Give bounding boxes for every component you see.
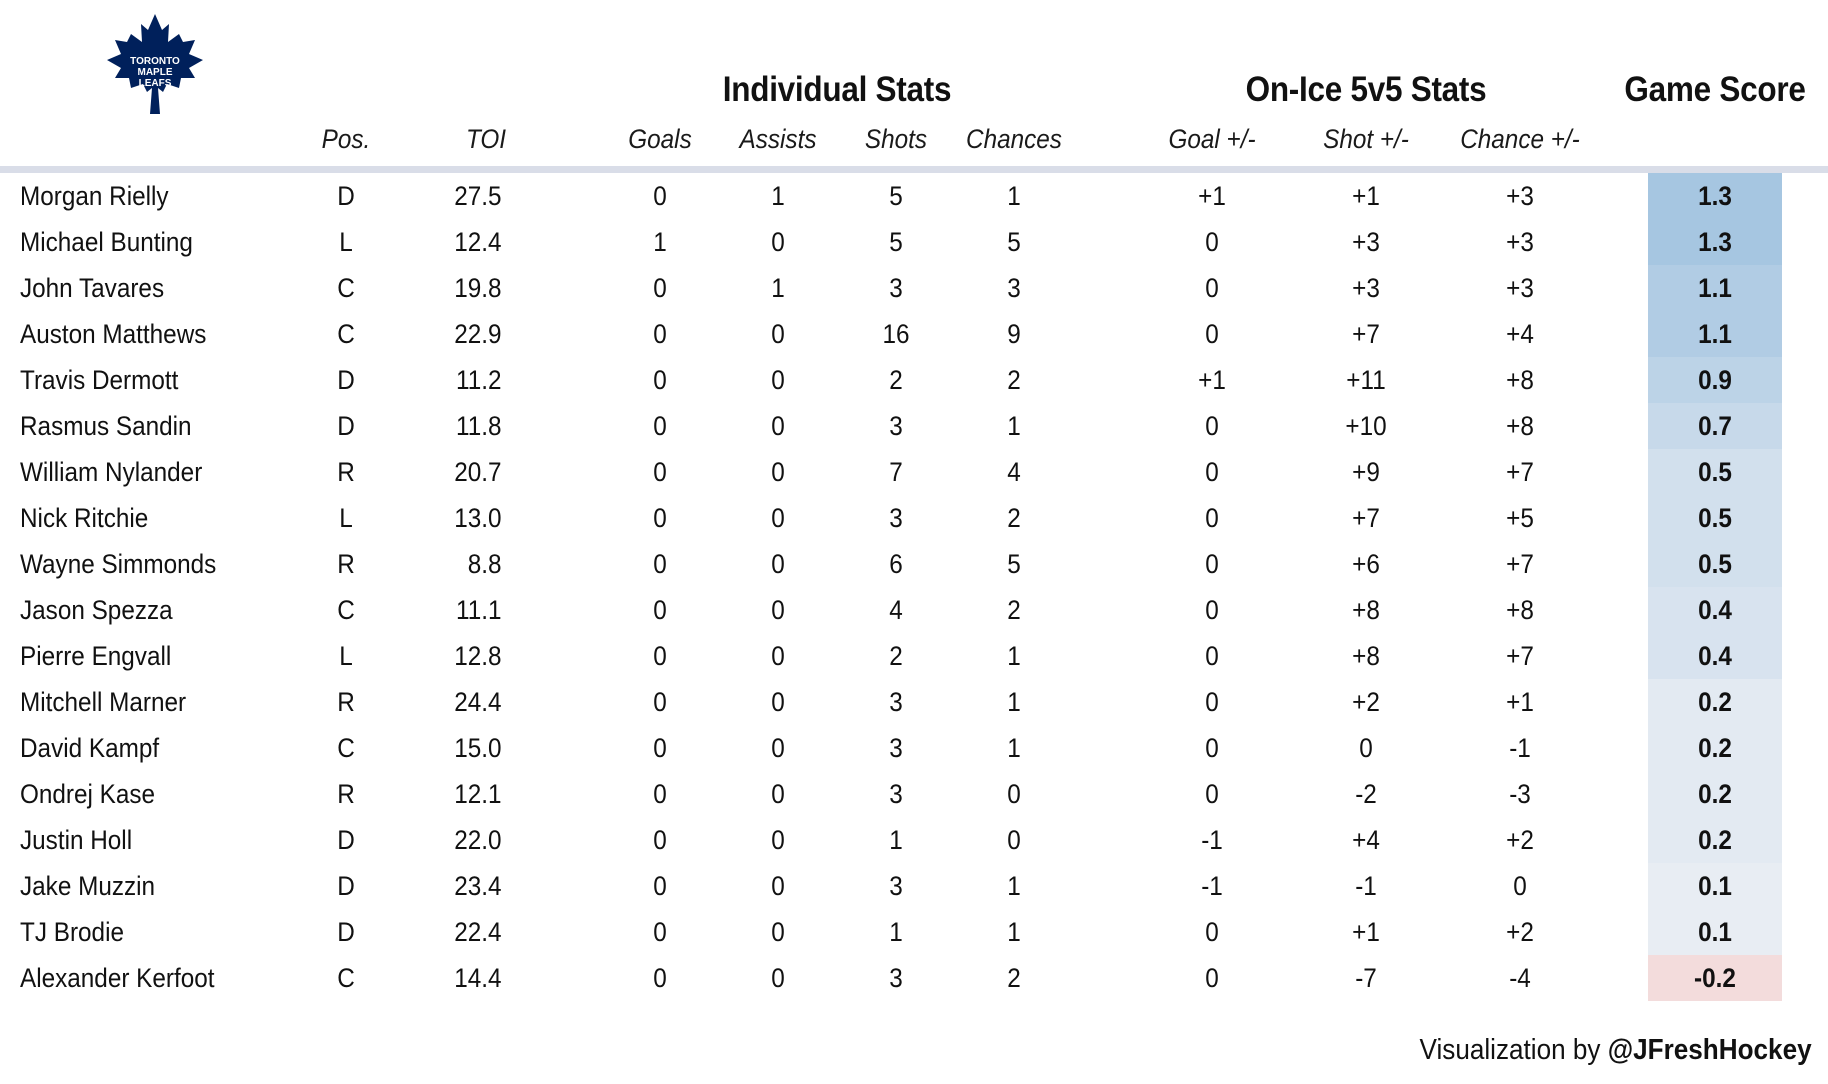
cell-game-score: 1.3 xyxy=(1698,181,1732,211)
cell-game-score: 1.1 xyxy=(1698,319,1732,349)
cell-shots: 2 xyxy=(889,365,903,395)
cell-goal-pm: 0 xyxy=(1205,917,1219,947)
cell-shot-pm: 0 xyxy=(1359,733,1373,763)
column-header-assists: Assists xyxy=(739,124,817,154)
cell-chance-pm: +2 xyxy=(1506,917,1534,947)
cell-goals: 0 xyxy=(653,871,667,901)
cell-name: Ondrej Kase xyxy=(20,779,156,809)
cell-pos: L xyxy=(339,503,353,533)
cell-game-score: 0.4 xyxy=(1698,595,1732,625)
cell-chances: 0 xyxy=(1007,825,1021,855)
cell-goals: 0 xyxy=(653,503,667,533)
cell-pos: D xyxy=(337,181,355,211)
cell-chance-pm: +5 xyxy=(1506,503,1534,533)
cell-goal-pm: 0 xyxy=(1205,779,1219,809)
onice-stats-title: On-Ice 5v5 Stats xyxy=(1245,70,1487,109)
cell-shots: 3 xyxy=(889,273,903,303)
cell-chance-pm: -1 xyxy=(1509,733,1531,763)
cell-name: Alexander Kerfoot xyxy=(20,963,215,993)
cell-shot-pm: +8 xyxy=(1352,595,1380,625)
table-row xyxy=(0,495,1828,541)
cell-chances: 1 xyxy=(1007,733,1021,763)
cell-goals: 0 xyxy=(653,687,667,717)
table-row xyxy=(0,679,1828,725)
table-row xyxy=(0,817,1828,863)
cell-name: TJ Brodie xyxy=(20,917,124,947)
cell-shot-pm: +6 xyxy=(1352,549,1380,579)
cell-goals: 0 xyxy=(653,825,667,855)
cell-name: Mitchell Marner xyxy=(20,687,187,717)
cell-chances: 2 xyxy=(1007,503,1021,533)
cell-goal-pm: 0 xyxy=(1205,549,1219,579)
cell-game-score: 0.2 xyxy=(1698,825,1732,855)
cell-chances: 3 xyxy=(1007,273,1021,303)
cell-shots: 5 xyxy=(889,227,903,257)
column-header-goals: Goals xyxy=(628,124,692,154)
cell-shot-pm: +7 xyxy=(1352,319,1380,349)
cell-chance-pm: +7 xyxy=(1506,641,1534,671)
cell-chance-pm: +8 xyxy=(1506,595,1534,625)
cell-chances: 1 xyxy=(1007,411,1021,441)
cell-name: Morgan Rielly xyxy=(20,181,169,211)
cell-goal-pm: 0 xyxy=(1205,273,1219,303)
cell-pos: C xyxy=(337,273,355,303)
cell-goals: 0 xyxy=(653,963,667,993)
cell-pos: D xyxy=(337,917,355,947)
cell-game-score: -0.2 xyxy=(1694,963,1736,993)
cell-goals: 0 xyxy=(653,457,667,487)
cell-chances: 5 xyxy=(1007,227,1021,257)
cell-goals: 0 xyxy=(653,273,667,303)
cell-goals: 0 xyxy=(653,319,667,349)
table-row xyxy=(0,863,1828,909)
table-row xyxy=(0,771,1828,817)
cell-pos: R xyxy=(337,457,355,487)
table-row xyxy=(0,403,1828,449)
cell-game-score: 1.1 xyxy=(1698,273,1732,303)
cell-toi: 12.1 xyxy=(454,779,502,809)
cell-goals: 0 xyxy=(653,181,667,211)
cell-goal-pm: 0 xyxy=(1205,595,1219,625)
cell-shots: 6 xyxy=(889,549,903,579)
cell-game-score: 0.2 xyxy=(1698,779,1732,809)
cell-goal-pm: 0 xyxy=(1205,503,1219,533)
cell-goal-pm: 0 xyxy=(1205,411,1219,441)
cell-shots: 3 xyxy=(889,733,903,763)
cell-chances: 1 xyxy=(1007,641,1021,671)
cell-shots: 2 xyxy=(889,641,903,671)
cell-name: Justin Holl xyxy=(20,825,133,855)
column-header-shots: Shots xyxy=(864,124,928,154)
logo-text-line-3: LEAFS xyxy=(138,78,172,89)
cell-shots: 3 xyxy=(889,963,903,993)
cell-toi: 20.7 xyxy=(454,457,502,487)
table-row xyxy=(0,449,1828,495)
cell-goals: 0 xyxy=(653,641,667,671)
cell-game-score: 1.3 xyxy=(1698,227,1732,257)
cell-chance-pm: +7 xyxy=(1506,549,1534,579)
cell-shots: 4 xyxy=(889,595,903,625)
cell-name: William Nylander xyxy=(20,457,203,487)
cell-toi: 12.4 xyxy=(454,227,502,257)
cell-chance-pm: +3 xyxy=(1506,227,1534,257)
credit-handle: @JFreshHockey xyxy=(1608,1034,1812,1066)
cell-assists: 0 xyxy=(771,641,785,671)
cell-shots: 3 xyxy=(889,779,903,809)
cell-game-score: 0.7 xyxy=(1698,411,1732,441)
cell-game-score: 0.4 xyxy=(1698,641,1732,671)
cell-shots: 7 xyxy=(889,457,903,487)
cell-assists: 0 xyxy=(771,503,785,533)
cell-goal-pm: 0 xyxy=(1205,227,1219,257)
cell-toi: 11.1 xyxy=(456,595,502,625)
game-score-title: Game Score xyxy=(1624,70,1806,109)
cell-toi: 22.0 xyxy=(454,825,502,855)
cell-shot-pm: -7 xyxy=(1355,963,1377,993)
cell-chances: 2 xyxy=(1007,365,1021,395)
cell-shot-pm: +9 xyxy=(1352,457,1380,487)
cell-assists: 0 xyxy=(771,457,785,487)
table-row xyxy=(0,219,1828,265)
cell-name: Wayne Simmonds xyxy=(20,549,217,579)
cell-assists: 0 xyxy=(771,687,785,717)
cell-assists: 0 xyxy=(771,825,785,855)
cell-assists: 0 xyxy=(771,227,785,257)
cell-name: David Kampf xyxy=(20,733,160,763)
cell-chances: 9 xyxy=(1007,319,1021,349)
cell-toi: 11.2 xyxy=(456,365,502,395)
cell-pos: L xyxy=(339,227,353,257)
cell-name: Jake Muzzin xyxy=(20,871,156,901)
table-row xyxy=(0,633,1828,679)
cell-toi: 22.4 xyxy=(454,917,502,947)
cell-shot-pm: +8 xyxy=(1352,641,1380,671)
cell-name: Travis Dermott xyxy=(20,365,179,395)
cell-game-score: 0.2 xyxy=(1698,733,1732,763)
cell-shot-pm: +7 xyxy=(1352,503,1380,533)
cell-chances: 5 xyxy=(1007,549,1021,579)
cell-pos: C xyxy=(337,733,355,763)
cell-toi: 14.4 xyxy=(454,963,502,993)
cell-shot-pm: +1 xyxy=(1352,917,1380,947)
cell-chance-pm: +3 xyxy=(1506,273,1534,303)
cell-shot-pm: +3 xyxy=(1352,273,1380,303)
cell-name: Auston Matthews xyxy=(20,319,207,349)
table-row xyxy=(0,909,1828,955)
cell-goals: 0 xyxy=(653,549,667,579)
cell-assists: 0 xyxy=(771,365,785,395)
cell-goal-pm: -1 xyxy=(1201,825,1223,855)
cell-game-score: 0.1 xyxy=(1698,917,1732,947)
cell-chance-pm: +8 xyxy=(1506,411,1534,441)
cell-chances: 2 xyxy=(1007,595,1021,625)
table-row xyxy=(0,173,1828,219)
table-row xyxy=(0,311,1828,357)
cell-shot-pm: +1 xyxy=(1352,181,1380,211)
cell-game-score: 0.5 xyxy=(1698,549,1732,579)
header-divider xyxy=(0,166,1828,173)
cell-assists: 0 xyxy=(771,411,785,441)
cell-shot-pm: -2 xyxy=(1355,779,1377,809)
cell-game-score: 0.1 xyxy=(1698,871,1732,901)
cell-shot-pm: +4 xyxy=(1352,825,1380,855)
cell-pos: C xyxy=(337,319,355,349)
cell-name: Michael Bunting xyxy=(20,227,193,257)
cell-goal-pm: +1 xyxy=(1198,181,1226,211)
cell-shot-pm: +2 xyxy=(1352,687,1380,717)
cell-toi: 8.8 xyxy=(468,549,502,579)
cell-assists: 1 xyxy=(771,181,785,211)
cell-chance-pm: 0 xyxy=(1513,871,1527,901)
cell-assists: 0 xyxy=(771,917,785,947)
cell-toi: 15.0 xyxy=(454,733,502,763)
cell-goal-pm: 0 xyxy=(1205,687,1219,717)
cell-chances: 1 xyxy=(1007,917,1021,947)
cell-chance-pm: -3 xyxy=(1509,779,1531,809)
column-header-chance-pm: Chance +/- xyxy=(1460,124,1580,154)
cell-pos: C xyxy=(337,963,355,993)
table-row xyxy=(0,265,1828,311)
cell-name: Jason Spezza xyxy=(20,595,173,625)
cell-chance-pm: -4 xyxy=(1509,963,1531,993)
cell-goal-pm: 0 xyxy=(1205,963,1219,993)
cell-shots: 3 xyxy=(889,503,903,533)
cell-assists: 0 xyxy=(771,779,785,809)
cell-chances: 0 xyxy=(1007,779,1021,809)
cell-game-score: 0.5 xyxy=(1698,457,1732,487)
cell-pos: R xyxy=(337,549,355,579)
cell-shots: 3 xyxy=(889,411,903,441)
cell-assists: 0 xyxy=(771,733,785,763)
cell-shot-pm: -1 xyxy=(1355,871,1377,901)
cell-shot-pm: +3 xyxy=(1352,227,1380,257)
cell-toi: 23.4 xyxy=(454,871,502,901)
cell-pos: D xyxy=(337,871,355,901)
logo-text-line-2: MAPLE xyxy=(137,67,173,78)
cell-shots: 1 xyxy=(889,917,903,947)
cell-goal-pm: 0 xyxy=(1205,641,1219,671)
cell-chances: 1 xyxy=(1007,181,1021,211)
cell-toi: 19.8 xyxy=(454,273,502,303)
cell-chance-pm: +7 xyxy=(1506,457,1534,487)
individual-stats-title: Individual Stats xyxy=(722,70,952,109)
cell-goals: 0 xyxy=(653,733,667,763)
cell-pos: L xyxy=(339,641,353,671)
cell-assists: 0 xyxy=(771,963,785,993)
table-row xyxy=(0,541,1828,587)
cell-shots: 3 xyxy=(889,871,903,901)
cell-name: Pierre Engvall xyxy=(20,641,172,671)
cell-goal-pm: 0 xyxy=(1205,733,1219,763)
cell-toi: 27.5 xyxy=(454,181,502,211)
cell-toi: 12.8 xyxy=(454,641,502,671)
table-row xyxy=(0,955,1828,1001)
column-header-goal-pm: Goal +/- xyxy=(1168,124,1256,154)
cell-goals: 0 xyxy=(653,779,667,809)
cell-chance-pm: +1 xyxy=(1506,687,1534,717)
cell-goals: 0 xyxy=(653,411,667,441)
credit-line xyxy=(1420,1034,1812,1067)
column-header-toi: TOI xyxy=(465,124,507,154)
cell-chance-pm: +4 xyxy=(1506,319,1534,349)
cell-shots: 1 xyxy=(889,825,903,855)
cell-chances: 4 xyxy=(1007,457,1021,487)
credit-prefix: Visualization by xyxy=(1419,1034,1601,1066)
cell-chance-pm: +8 xyxy=(1506,365,1534,395)
cell-pos: C xyxy=(337,595,355,625)
cell-goals: 0 xyxy=(653,917,667,947)
cell-shot-pm: +11 xyxy=(1346,365,1386,395)
cell-assists: 0 xyxy=(771,549,785,579)
cell-shots: 3 xyxy=(889,687,903,717)
cell-assists: 0 xyxy=(771,319,785,349)
cell-goal-pm: +1 xyxy=(1198,365,1226,395)
cell-chances: 1 xyxy=(1007,687,1021,717)
cell-shots: 5 xyxy=(889,181,903,211)
column-header-chances: Chances xyxy=(966,124,1062,154)
cell-game-score: 0.5 xyxy=(1698,503,1732,533)
cell-goal-pm: 0 xyxy=(1205,319,1219,349)
cell-game-score: 0.9 xyxy=(1698,365,1732,395)
cell-assists: 0 xyxy=(771,595,785,625)
cell-pos: R xyxy=(337,779,355,809)
logo-text-line-1: TORONTO xyxy=(130,56,180,67)
cell-chance-pm: +3 xyxy=(1506,181,1534,211)
cell-game-score: 0.2 xyxy=(1698,687,1732,717)
cell-name: John Tavares xyxy=(20,273,165,303)
cell-pos: D xyxy=(337,825,355,855)
cell-goal-pm: -1 xyxy=(1201,871,1223,901)
cell-chances: 1 xyxy=(1007,871,1021,901)
cell-toi: 11.8 xyxy=(456,411,502,441)
cell-name: Nick Ritchie xyxy=(20,503,149,533)
cell-goals: 0 xyxy=(653,595,667,625)
cell-assists: 1 xyxy=(771,273,785,303)
table-row xyxy=(0,587,1828,633)
cell-name: Rasmus Sandin xyxy=(20,411,192,441)
cell-toi: 22.9 xyxy=(454,319,502,349)
cell-assists: 0 xyxy=(771,871,785,901)
table-row xyxy=(0,725,1828,771)
cell-goals: 0 xyxy=(653,365,667,395)
cell-shot-pm: +10 xyxy=(1345,411,1387,441)
cell-toi: 13.0 xyxy=(454,503,502,533)
column-header-shot-pm: Shot +/- xyxy=(1323,124,1409,154)
cell-pos: R xyxy=(337,687,355,717)
cell-toi: 24.4 xyxy=(454,687,502,717)
cell-goal-pm: 0 xyxy=(1205,457,1219,487)
cell-chance-pm: +2 xyxy=(1506,825,1534,855)
cell-shots: 16 xyxy=(882,319,910,349)
cell-pos: D xyxy=(337,365,355,395)
cell-pos: D xyxy=(337,411,355,441)
maple-leaf-icon xyxy=(105,12,205,116)
cell-chances: 2 xyxy=(1007,963,1021,993)
column-header-pos: Pos. xyxy=(321,124,371,154)
table-row xyxy=(0,357,1828,403)
cell-goals: 1 xyxy=(653,227,667,257)
